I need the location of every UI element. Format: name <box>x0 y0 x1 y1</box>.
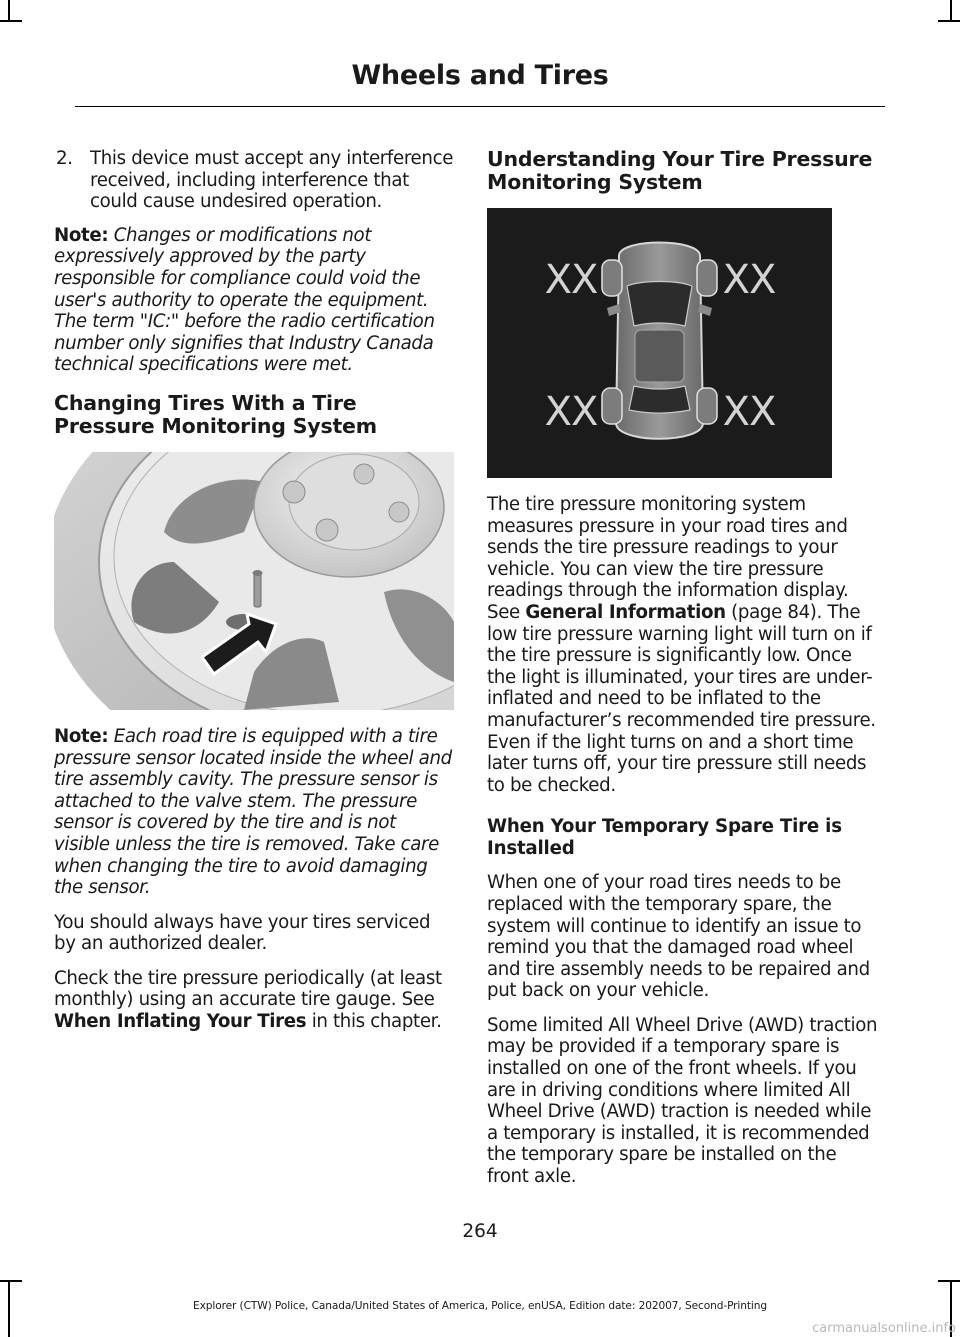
paragraph-temporary-spare: When one of your road tires needs to be replaced with the temporary spare, the system will continue to identify an issue to remind you that the damaged road wheel and tire assembly needs to be repaired and put back on your vehicle. <box>487 872 870 1002</box>
text: (page 84). The low tire pressure warning light will turn on if the tire pressure is significantly low. Once the light is illuminated, your tires are under-inflated and need to be inflated to the manufacturer’s recommended tire pressure. Even if the light turns on and a short time later turns off, your tire pressure still needs to be checked. <box>487 601 876 796</box>
note-text: Each road tire is equipped with a tire pressure sensor located inside the wheel and tire assembly cavity. The pressure sensor is attached to the valve stem. The pressure sensor is covered by the tire and is not visible unless the tire is removed. Take care when changing the tire to avoid damaging the sensor. <box>54 725 452 899</box>
item-text: This device must accept any interference received, including interference that could cause undesired operation. <box>90 148 454 213</box>
footer-edition-info: Explorer (CTW) Police, Canada/United States of America, Police, enUSA, Edition date: 202007, Second-Printing <box>192 1300 768 1312</box>
text: in this chapter. <box>306 1011 442 1033</box>
right-column <box>487 148 882 1201</box>
section-heading-changing-tires: Changing Tires With a Tire Pressure Monitoring System <box>54 390 377 438</box>
crop-mark-bottom-right-horizontal <box>938 1280 960 1282</box>
paragraph-service: You should always have your tires serviced by an authorized dealer. <box>54 911 431 955</box>
text: The tire pressure monitoring system measures pressure in your road tires and sends the tire pressure readings to your vehicle. You can view the tire pressure readings through the information display. See <box>487 494 849 623</box>
tpms-display-illustration <box>487 208 832 478</box>
crop-mark-bottom-left-horizontal <box>0 1280 22 1282</box>
crop-mark-top-right-horizontal <box>938 20 960 22</box>
paragraph-awd-traction: Some limited All Wheel Drive (AWD) traction may be provided if a temporary spare is installed on one of the front wheels. If you are in driving conditions where limited All Wheel Drive (AWD) traction is needed while a temporary is installed, it is recommended the temporary spare be installed on the front axle. <box>487 1014 878 1188</box>
note-label: Note: <box>54 224 109 246</box>
page-title: Wheels and Tires <box>351 60 609 91</box>
note-text: Changes or modifications not expressively approved by the party responsible for compliance could void the user's authority to operate the equipment. The term "IC:" before the radio certification number only signifies that Industry Canada technical specifications were met. <box>54 224 435 376</box>
tire-readout-rear-left: XX <box>544 389 598 435</box>
cross-reference-link[interactable]: When Inflating Your Tires <box>54 1011 307 1033</box>
section-heading-understanding-tpms: Understanding Your Tire Pressure Monitoring System <box>487 147 873 194</box>
crop-mark-top-left-horizontal <box>0 20 22 22</box>
header-divider <box>75 106 885 107</box>
tire-readout-front-right: XX <box>722 257 776 303</box>
cross-reference-link[interactable]: General Information <box>525 601 726 623</box>
item-number: 2. <box>56 148 73 169</box>
left-column <box>54 148 454 1046</box>
watermark: carmanualsonline.info <box>812 1321 956 1336</box>
crop-mark-top-right-vertical <box>950 0 952 22</box>
subheading-temporary-spare: When Your Temporary Spare Tire is Installed <box>487 816 842 860</box>
numbered-item-2 <box>54 148 454 213</box>
crop-mark-top-left-vertical <box>8 0 10 22</box>
tire-readout-rear-right: XX <box>722 389 776 435</box>
paragraph-check-pressure <box>54 968 454 1033</box>
note-changes <box>54 225 454 376</box>
note-label: Note: <box>54 725 109 747</box>
note-pressure-sensor <box>54 726 454 899</box>
paragraph-tpms-overview <box>487 494 882 796</box>
tire-readout-front-left: XX <box>544 257 598 303</box>
page-number: 264 <box>462 1221 498 1242</box>
tire-valve-stem-illustration <box>54 452 454 710</box>
text: Check the tire pressure periodically (at least monthly) using an accurate tire gauge. See <box>54 967 442 1011</box>
